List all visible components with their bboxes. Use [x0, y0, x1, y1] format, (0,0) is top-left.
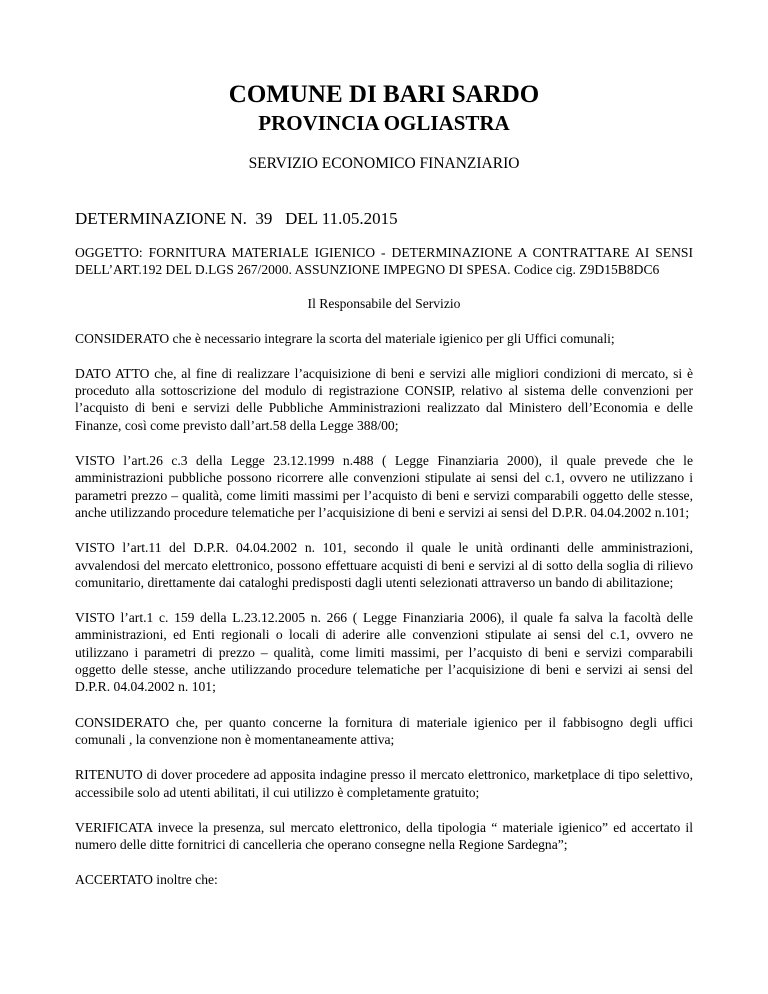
- paragraph-dato-atto: DATO ATTO che, al fine di realizzare l’acquisizione di beni e servizi alle migliori condizioni di mercato, si è proceduto alla sottoscrizione del modulo di registrazione CONSIP, relativo al sistema delle convenzioni per l’acquisto di beni e servizi delle Pubbliche Amministrazioni realizzato dal Ministero dell’Economia e delle Finanze, così come previsto dall’art.58 della Legge 388/00;: [75, 365, 693, 433]
- determinazione-title: DETERMINAZIONE N. 39 DEL 11.05.2015: [75, 209, 398, 228]
- oggetto-paragraph: OGGETTO: FORNITURA MATERIALE IGIENICO - DETERMINAZIONE A CONTRATTARE AI SENSI DELL’ART.192 DEL D.LGS 267/2000. ASSUNZIONE IMPEGNO DI SPESA. Codice cig. Z9D15B8DC6: [75, 245, 693, 278]
- responsabile-heading: Il Responsabile del Servizio: [307, 295, 461, 311]
- paragraph-considerato-1: CONSIDERATO che è necessario integrare la scorta del materiale igienico per gli Uffici comunali;: [75, 330, 615, 346]
- comune-heading: COMUNE DI BARI SARDO: [228, 81, 540, 108]
- paragraph-accertato: ACCERTATO inoltre che:: [75, 872, 218, 888]
- servizio-heading: SERVIZIO ECONOMICO FINANZIARIO: [248, 155, 520, 172]
- paragraph-ritenuto: RITENUTO di dover procedere ad apposita indagine presso il mercato elettronico, marketplace di tipo selettivo, accessibile solo ad utenti abilitati, il cui utilizzo è completamente gratuito;: [75, 767, 693, 800]
- paragraph-visto-art26: VISTO l’art.26 c.3 della Legge 23.12.1999 n.488 ( Legge Finanziaria 2000), il quale prevede che le amministrazioni pubbliche possono ricorrere alle convenzioni stipulate ai sensi del c.1, ovvero ne utilizzano i parametri prezzo – qualità, come limiti massimi per l’acquisto di beni e servizi comparabili oggetto delle stesse, anche utilizzando procedure telematiche per l’acquisizione di beni e servizi ai sensi del D.P.R. 04.04.2002 n.101;: [75, 453, 693, 520]
- provincia-heading: PROVINCIA OGLIASTRA: [258, 111, 510, 135]
- paragraph-considerato-2: CONSIDERATO che, per quanto concerne la fornitura di materiale igienico per il fabbisogno degli uffici comunali , la convenzione non è momentaneamente attiva;: [75, 714, 693, 747]
- paragraph-visto-art11: VISTO l’art.11 del D.P.R. 04.04.2002 n. 101, secondo il quale le unità ordinanti delle amministrazioni, avvalendosi del mercato elettronico, possono effettuare acquisti di beni e servizi al di sotto della soglia di rilievo comunitario, direttamente dai cataloghi predisposti dagli utenti selezionati attraverso un bando di abilitazione;: [75, 540, 693, 590]
- document-page: [75, 80, 693, 889]
- paragraph-visto-art1: VISTO l’art.1 c. 159 della L.23.12.2005 n. 266 ( Legge Finanziaria 2006), il quale fa salva la facoltà delle amministrazioni, ed Enti regionali o locali di aderire alle convenzioni stipulate ai sensi del c.1, ovvero ne utilizzano i parametri di prezzo – qualità, come limiti massimi, per l’acquisto di beni e servizi comparabili oggetto delle stesse, anche utilizzando procedure telematiche per l’acquisizione di beni e servizi ai sensi del D.P.R. 04.04.2002 n. 101;: [75, 610, 693, 695]
- paragraph-verificata: VERIFICATA invece la presenza, sul mercato elettronico, della tipologia “ materiale igienico” ed accertato il numero delle ditte fornitrici di cancelleria che operano consegne nella Regione Sardegna”;: [75, 819, 693, 853]
